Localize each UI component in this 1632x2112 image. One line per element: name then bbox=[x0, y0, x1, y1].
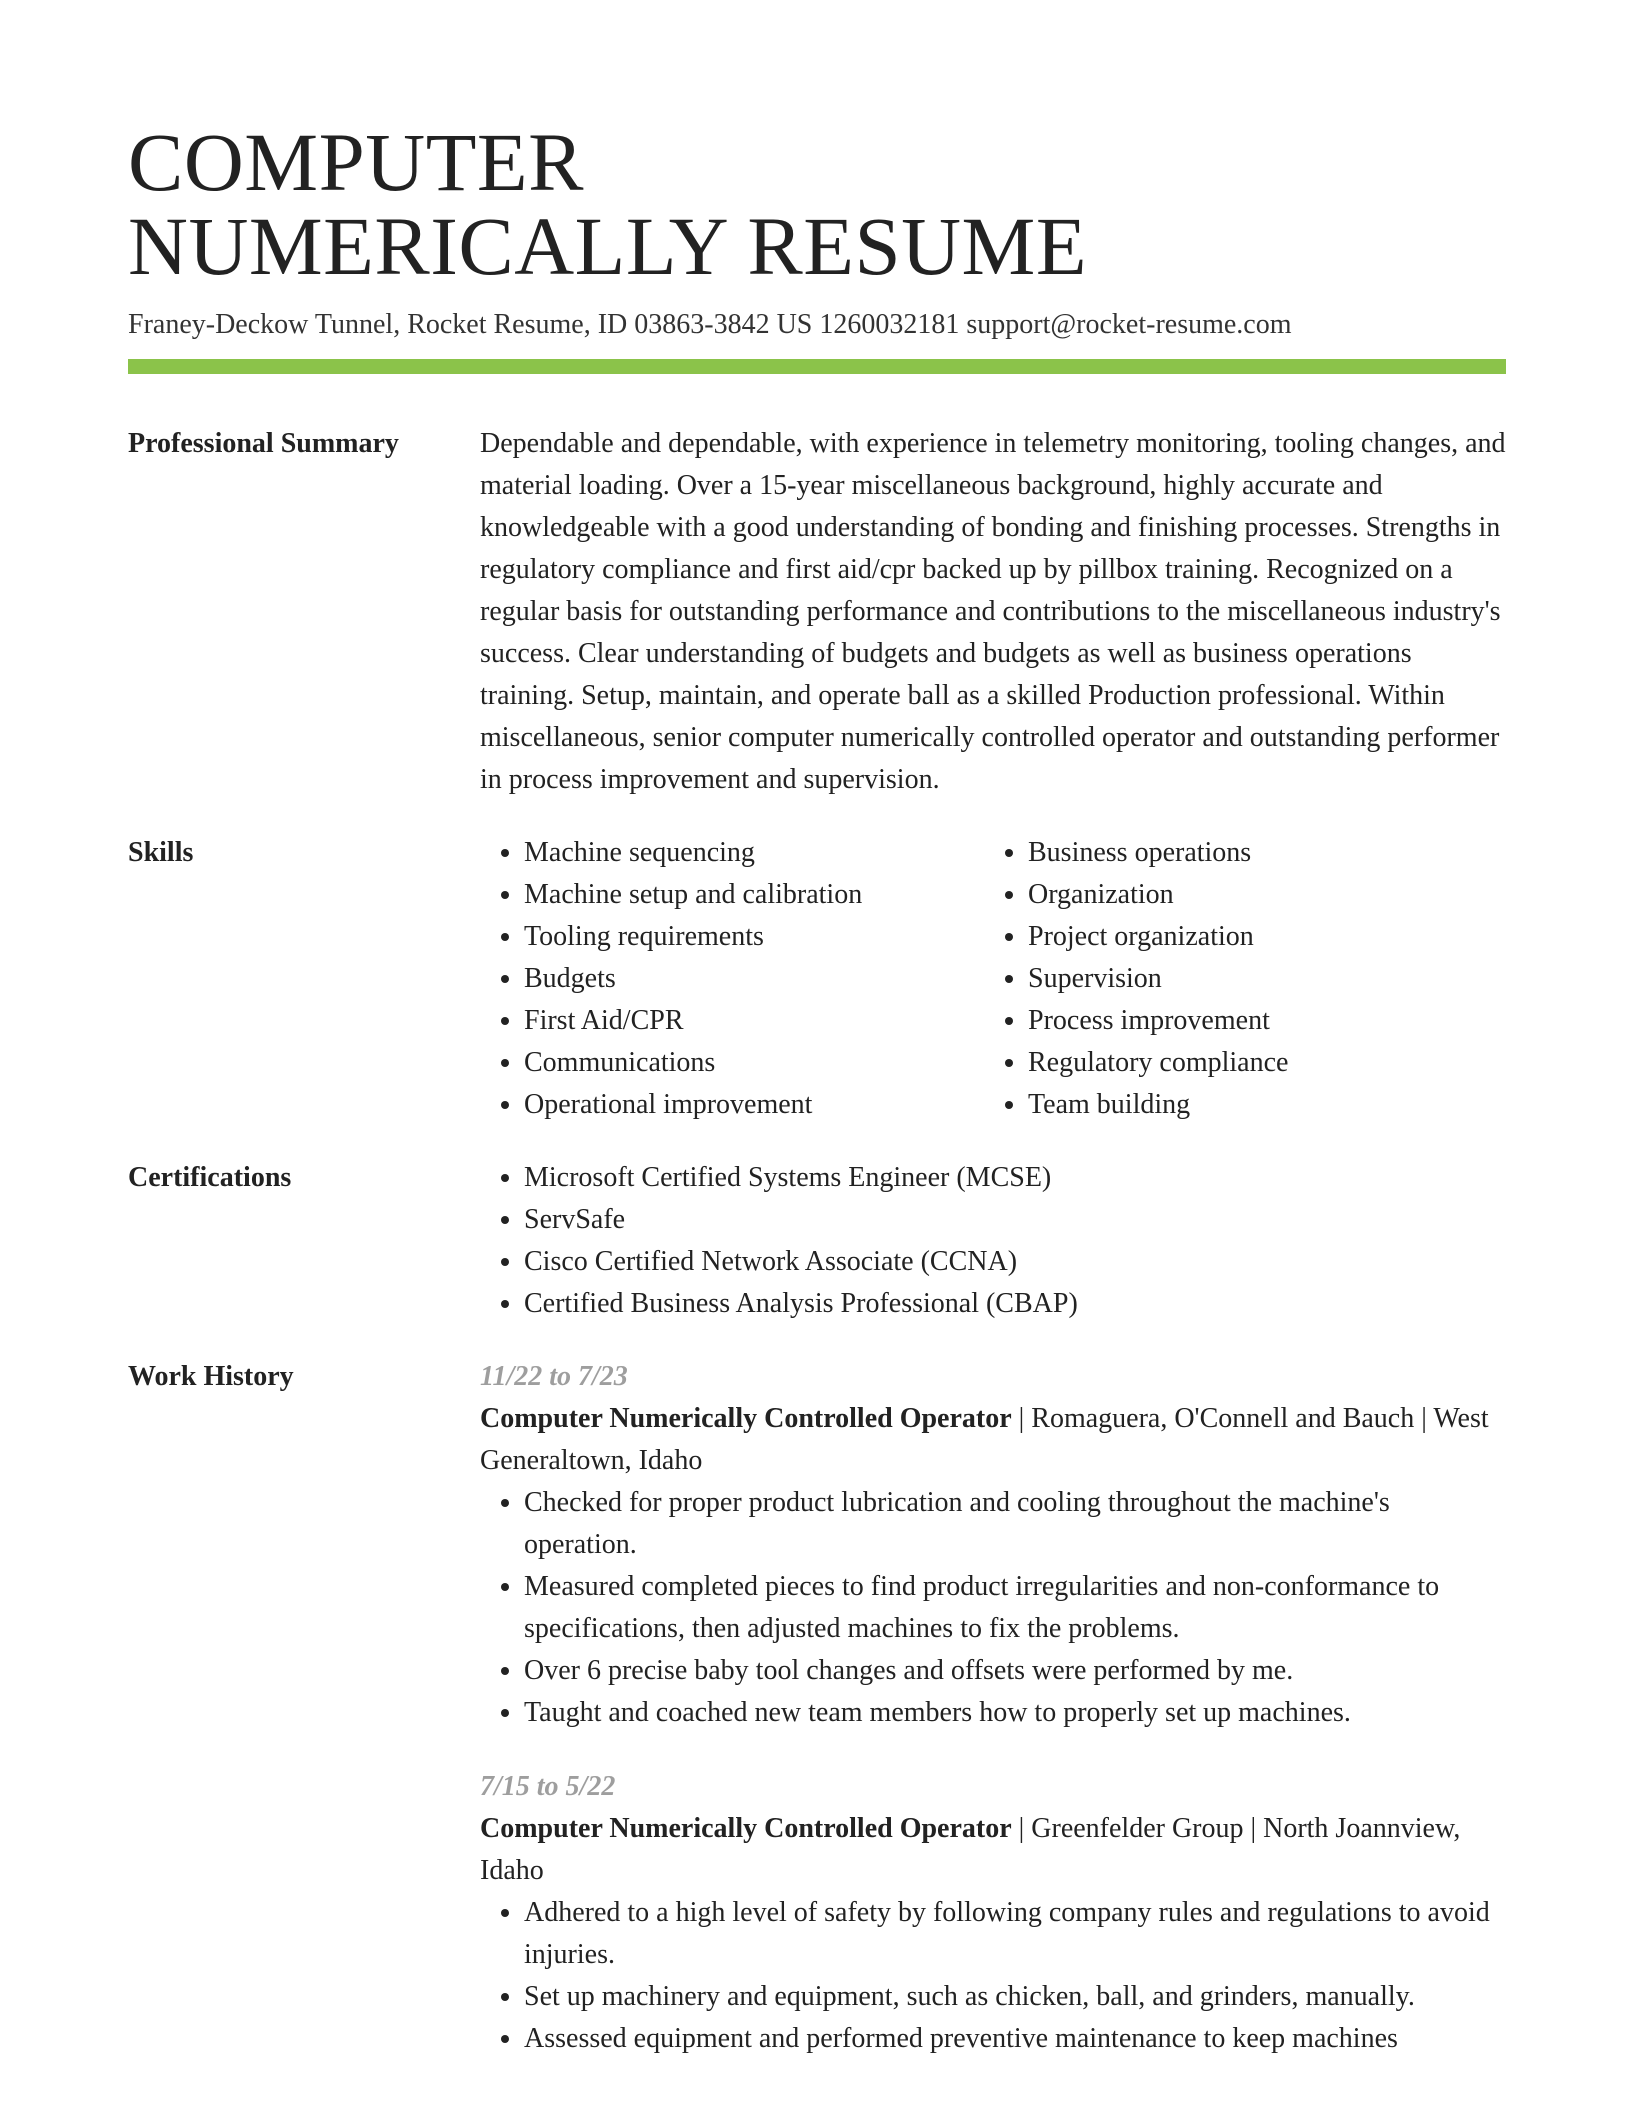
skills-column-left bbox=[480, 832, 984, 1126]
skill-item: • Team building bbox=[1028, 1084, 1488, 1126]
summary-section bbox=[128, 423, 1506, 801]
job-bullet: • Taught and coached new team members how to properly set up machines. bbox=[524, 1692, 1506, 1734]
skill-item: • Process improvement bbox=[1028, 1000, 1488, 1042]
certifications-section bbox=[128, 1157, 1506, 1325]
certifications-heading: Certifications bbox=[128, 1162, 292, 1193]
work-history-heading: Work History bbox=[128, 1361, 294, 1392]
skill-item: • Budgets bbox=[524, 958, 984, 1000]
summary-heading: Professional Summary bbox=[128, 428, 399, 459]
skill-item: • Operational improvement bbox=[524, 1084, 984, 1126]
skill-item: • Project organization bbox=[1028, 916, 1488, 958]
job-dates: 11/22 to 7/23 bbox=[480, 1361, 628, 1392]
job-header bbox=[480, 1808, 1506, 1892]
skills-column-right bbox=[984, 832, 1488, 1126]
skills-body bbox=[480, 832, 1506, 1126]
resume-name bbox=[128, 116, 1506, 292]
skills-heading: Skills bbox=[128, 837, 194, 868]
job-employer-location: | Romaguera, O'Connell and Bauch | West Generaltown, Idaho bbox=[480, 1403, 1489, 1476]
job-bullet: • Checked for proper product lubrication and cooling throughout the machine's operation. bbox=[524, 1482, 1506, 1566]
certification-item: • ServSafe bbox=[524, 1199, 1506, 1241]
job-title: Computer Numerically Controlled Operator bbox=[480, 1403, 1012, 1434]
skill-item: • Tooling requirements bbox=[524, 916, 984, 958]
job-bullet: • Assessed equipment and performed preventive maintenance to keep machines bbox=[524, 2018, 1506, 2060]
job-header bbox=[480, 1398, 1506, 1482]
name-line-1: COMPUTER bbox=[128, 116, 584, 208]
job-dates: 7/15 to 5/22 bbox=[480, 1771, 616, 1802]
work-history-body bbox=[480, 1356, 1506, 2060]
job-bullet: • Measured completed pieces to find product irregularities and non-conformance to specifications, then adjusted machines to fix the problems. bbox=[524, 1566, 1506, 1650]
skills-section bbox=[128, 832, 1506, 1126]
job-bullet: • Adhered to a high level of safety by following company rules and regulations to avoid injuries. bbox=[524, 1892, 1506, 1976]
skill-item: • Communications bbox=[524, 1042, 984, 1084]
accent-divider bbox=[128, 359, 1506, 374]
job-employer-location: | Greenfelder Group | North Joannview, Idaho bbox=[480, 1813, 1461, 1886]
resume-page bbox=[128, 116, 1506, 2060]
skill-item: • Machine setup and calibration bbox=[524, 874, 984, 916]
certification-item: • Cisco Certified Network Associate (CCNA) bbox=[524, 1241, 1506, 1283]
job-bullet: • Over 6 precise baby tool changes and offsets were performed by me. bbox=[524, 1650, 1506, 1692]
skill-item: • Machine sequencing bbox=[524, 832, 984, 874]
job-title: Computer Numerically Controlled Operator bbox=[480, 1813, 1012, 1844]
job-entry bbox=[480, 1356, 1506, 1734]
certification-item: • Microsoft Certified Systems Engineer (MCSE) bbox=[524, 1157, 1506, 1199]
skill-item: • Regulatory compliance bbox=[1028, 1042, 1488, 1084]
work-history-section bbox=[128, 1356, 1506, 2060]
skill-item: • First Aid/CPR bbox=[524, 1000, 984, 1042]
name-line-2: NUMERICALLY RESUME bbox=[128, 200, 1088, 292]
certifications-body bbox=[480, 1157, 1506, 1325]
certification-item: • Certified Business Analysis Professional (CBAP) bbox=[524, 1283, 1506, 1325]
job-entry bbox=[480, 1766, 1506, 2060]
skill-item: • Supervision bbox=[1028, 958, 1488, 1000]
contact-line: Franey-Deckow Tunnel, Rocket Resume, ID 03863-3842 US 1260032181 support@rocket-resume.com bbox=[128, 309, 1292, 340]
skill-item: • Business operations bbox=[1028, 832, 1488, 874]
skill-item: • Organization bbox=[1028, 874, 1488, 916]
job-bullet: • Set up machinery and equipment, such as chicken, ball, and grinders, manually. bbox=[524, 1976, 1506, 2018]
summary-text: Dependable and dependable, with experience in telemetry monitoring, tooling changes, and material loading. Over a 15-year miscellaneous background, highly accurate and knowledgeable with a good understanding of bonding and finishing processes. Strengths in regulatory compliance and first aid/cpr backed up by pillbox training. Recognized on a regular basis for outstanding performance and contributions to the miscellaneous industry's success. Clear understanding of budgets and budgets as well as business operations training. Setup, maintain, and operate ball as a skilled Production professional. Within miscellaneous, senior computer numerically controlled operator and outstanding performer in process improvement and supervision. bbox=[480, 428, 1506, 795]
